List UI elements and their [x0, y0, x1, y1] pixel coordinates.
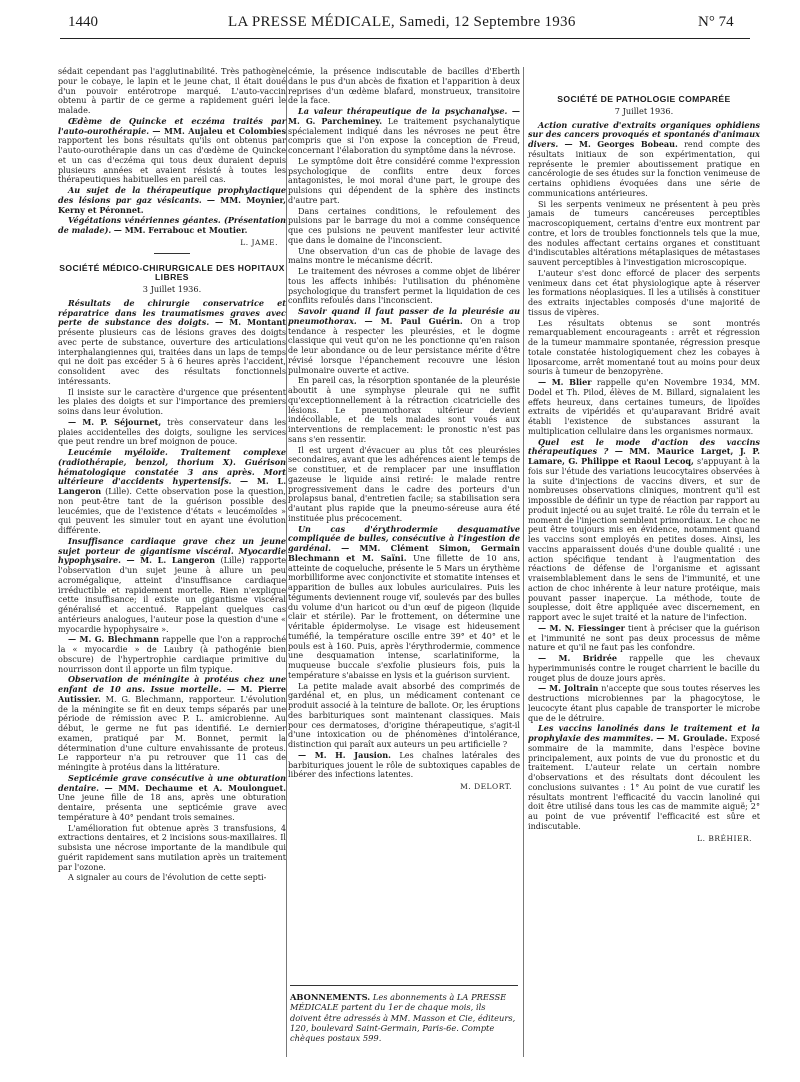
- paragraph: [58, 186, 286, 215]
- paragraph: Il est urgent d'évacuer au plus tôt ces pleurésies secondaires, avant que les adhérences aient le temps de se constituer, et de remplacer par une insufflation gazeuse le liquide ainsi retiré: le malade rentre progressivement dans le cadre des porteurs d'un prolapsus banal, d'entretien facile; sa stabilisation sera d'autant plus rapide que la pneumo-séreuse aura été instituée plus précocement.: [288, 444, 520, 523]
- paragraph: Une observation d'un cas de phobie de lavage des mains montre le mécanisme décrit.: [288, 245, 520, 266]
- article-title: Résultats de chirurgie conservatrice et réparatrice dans les traumatismes graves avec perte de substance des doigts.: [58, 297, 286, 328]
- paragraph-text: s'appuyant à la fois sur l'étude des variations leucocytaires observées à la suite d'injections de vaccins divers, et sur de nombreuses observations cliniques, montrent qu'il est impossible de définir un type de réaction par rapport au produit injecté ou au sujet traité. Le rôle du terrain et le moment de l'injection semblent primordiaux. Le choc ne peut être toujours mis en évidence, notamment quand les vaccins sont employés en petites doses. Ainsi, les vaccins apparaissent doués d'une double qualité : une action spécifique tendant à l'augmentation des réactions de défense de l'organisme et agissant vraisemblablement dans le sens de l'immunité, et une action de choc inhérente à leur nature protéique, mais pouvant passer inaperçue. La méthode, toute de souplesse, doit être appliquée avec discernement, en rapport avec le sujet traité et la nature de l'infection.: [528, 456, 761, 622]
- paragraph-text: rappelle que l'on a rapproché la « myocardie » de Laubry (à pathogénie bien obscure) de l'hypertrophie cardiaque primitive du nourrisson dont il apporte un film typique.: [58, 634, 286, 674]
- paragraph-text: présente plusieurs cas de lésions graves des doigts avec perte de substance, ouverture des articulations interphalangiennes qui, traitées dans un laps de temps qui ne doit pas excéder 5 à 6 heures après l'accident, consolident avec des résultats fonctionnels intéressants.: [58, 327, 286, 386]
- article-title: Un cas d'érythrodermie desquamative compliquée de bulles, consécutive à l'ingestion de gardénal.: [288, 523, 520, 553]
- paragraph: [58, 299, 286, 387]
- paragraph-text: Exposé sommaire de la mammite, dans l'espèce bovine principalement, aux points de vue du pronostic et du traitement. L'auteur relate un certain nombre d'observations et des résultats dont découlent les conclusions suivantes : 1° Au point de vue curatif les résultats montrent l'efficacité du vaccin lanoliné qui doit être utilisé dans tous les cas de mammite aiguë; 2° au point de vue préventif l'efficacité est sûre et indiscutable.: [528, 733, 760, 831]
- paragraph: [58, 635, 286, 674]
- section-title: SOCIÉTÉ MÉDICO-CHIRURGICALE DES HOPITAUX LIBRES: [59, 262, 285, 283]
- paragraph: Le traitement des névroses a comme objet de libérer tous les affects inhibés: l'utilisation du phénomène psychologique du transfert permet la liquidation de ces conflits refoulés dans l'inconscient.: [288, 266, 520, 306]
- journal-title: LA PRESSE MÉDICALE, Samedi, 12 Septembre 1936: [228, 14, 576, 30]
- article-title: Végétations vénériennes géantes. (Présentation de malade).: [58, 215, 286, 235]
- column-3: [528, 67, 760, 847]
- paragraph-text: n'accepte que sous toutes réserves les destructions microbiennes par la phagocytose, le leucocyte étant plus capable de transporter le microbe que de le détruire.: [528, 683, 761, 723]
- authors: — M. H. Jausion.: [298, 749, 391, 760]
- paragraph: [288, 307, 520, 375]
- separator: [154, 253, 190, 254]
- authors: — M. N. Fiessinger: [538, 622, 625, 633]
- signature: L. JAME.: [240, 237, 278, 247]
- subscription-text: Les abonnements à LA PRESSE MÉDICALE partent du 1er de chaque mois, ils doivent être adressés à MM. Masson et Cie, éditeurs, 120, boulevard Saint-Germain, Paris-6e. Compte chèques postaux 599.: [290, 992, 516, 1044]
- paragraph-text: On a trop tendance à respecter les pleurésies, et le dogme classique qui veut qu'on ne les ponctionne qu'en raison de leur abondance ou de leur persistance mérite d'être révisé lorsque l'épanchement recouvre une lésion pulmonaire ouverte et active.: [288, 315, 521, 375]
- article-title: Leucémie myéloïde. Traitement complexe (radiothérapie, benzol, thorium X). Guérison hématologique constatée 3 ans après. Mort ultérieure d'accidents hypertensifs.: [58, 447, 286, 487]
- paragraph: [58, 448, 286, 536]
- paragraph: [528, 624, 760, 653]
- authors: — M. Georges Bobeau.: [564, 139, 678, 149]
- paragraph: [288, 751, 520, 780]
- article-title: Insuffisance cardiaque grave chez un jeune sujet porteur de gigantisme viscéral. Myocardie hypophysaire.: [58, 535, 286, 566]
- paragraph: A signaler au cours de l'évolution de cette septi-: [68, 872, 267, 883]
- authors: — MM. Clément Simon, Germain Blechmann et M. Saïni.: [288, 543, 520, 563]
- authors: — M. Pierre Autissier.: [58, 684, 286, 704]
- paragraph: La petite malade avait absorbé des comprimés de gardénal et, en plus, un médicament contenant ce produit associé à la teinture de ballote. Or, les éruptions des barbituriques sont maintenant classiques. Mais pour ces dermatoses, d'origine thérapeutique, s'agit-il d'une intoxication ou de phénomènes d'intolérance, distinction qui paraît aux auteurs un peu artificielle ?: [288, 680, 520, 749]
- paragraph-text: Les chaînes latérales des barbituriques jouent le rôle de subtoxiques capables de libérer des infections latentes.: [288, 749, 520, 780]
- column-1: [58, 67, 286, 884]
- authors: — M. G. Parcheminey.: [288, 106, 520, 126]
- paragraph: [528, 438, 760, 623]
- authors: — M. Groulade.: [656, 733, 728, 743]
- article-title: Œdème de Quincke et eczéma traités par l'auto-ourothérapie.: [58, 115, 286, 136]
- authors: — M. Blier: [538, 377, 592, 387]
- paragraph-text: rappelle qu'en Novembre 1934, MM. Dodel et Th. Pilod, élèves de M. Billard, signalaient les effets heureux, dans certaines tumeurs, de lipoïdes extraits de vipéridés et qu'auparavant Bridré avait établi l'existence de substances assurant la multiplication cellulaire dans les organismes normaux.: [528, 377, 760, 436]
- page-number: 1440: [68, 14, 98, 30]
- authors: — M. G. Blechmann: [68, 634, 160, 645]
- authors: — MM. Aujaleu et Colombies: [152, 125, 286, 136]
- header-rule: [60, 38, 750, 39]
- article-title: La valeur thérapeutique de la psychanalyse.: [298, 106, 508, 116]
- article-title: Au sujet de la thérapeutique prophylactique des lésions par gaz vésicants.: [58, 185, 286, 205]
- page-header: [0, 0, 800, 40]
- paragraph-text: M. G. Blechmann, rapporteur. L'évolution de la méningite se fit en deux temps séparés par une période de rémission avec P. L. amicrobienne. Au début, le germe ne fut pas identifié. Le dernier examen, pratiqué par M. Bonnet, permit la détermination d'une culture envahissante de proteus. Le rapporteur n'a pu retrouver que 11 cas de méningite à protéus dans la littérature.: [58, 693, 286, 772]
- paragraph-text: rend compte des résultats initiaux de son expérimentation, qui représente le premier aboutissement pratique en cancérologie de ses études sur la fonction venimeuse de certains ophidiens évoquées dans une série de communications antérieures.: [528, 139, 760, 198]
- authors: — MM. Ferrabouc et Moutier.: [113, 225, 248, 235]
- subscription-label: ABONNEMENTS.: [290, 992, 371, 1002]
- paragraph-text: rapportent les bons résultats qu'ils ont obtenus par l'auto-ourothérapie dans un cas d'œdème de Quincke et un cas d'eczéma qui tous deux duraient depuis plusieurs années et avaient résisté à toutes les thérapeutiques habituelles en pareil cas.: [58, 135, 286, 185]
- article-title: Action curative d'extraits organiques ophidiens sur des cancers provoqués et spontanés d'animaux divers.: [528, 119, 760, 149]
- paragraph-text: Le traitement psychanalytique spécialement indiqué dans les névroses ne peut être compris que si l'on expose la conception de Freud, concernant l'élaboration du symptôme dans la névrose.: [288, 115, 520, 155]
- issue-number: N° 74: [698, 14, 734, 30]
- column-divider: [523, 67, 524, 1057]
- paragraph: [288, 107, 520, 156]
- paragraph: L'auteur s'est donc efforcé de placer des serpents venimeux dans cet état physiologique apte à réserver les formations néoplasiques. Il les a utilisés à constituer des extraits injectables composés d'une majorité de tissus de vipères.: [528, 267, 760, 317]
- paragraph-text: très conservateur dans les plaies accidentelles des doigts, souligne les services que peut rendre un bref moignon de pouce.: [58, 416, 286, 447]
- authors: — M. L. Langeron: [58, 476, 287, 496]
- paragraph: [528, 654, 760, 683]
- paragraph: [528, 724, 760, 831]
- article-title: Savoir quand il faut passer de la pleurésie au pneumothorax.: [288, 306, 520, 326]
- paragraph: [58, 117, 286, 185]
- paragraph: [528, 378, 760, 437]
- signature: L. BRÉHIER.: [697, 833, 752, 843]
- column-2: [288, 67, 520, 796]
- paragraph: cémie, la présence indiscutable de bacilles d'Eberth dans le pus d'un abcès de fixation et l'apparition à deux reprises d'un œdème blafard, monstrueux, transitoire de la face.: [288, 66, 520, 106]
- paragraph: [58, 675, 286, 773]
- paragraph: sédait cependant pas l'agglutinabilité. Très pathogène pour le cobaye, le lapin et le jeune chat, il était doué d'un pouvoir entérotrope marqué. L'auto-vaccin obtenu à partir de ce germe a rapidement guéri le malade.: [58, 66, 286, 115]
- article-title: Observation de méningite à protéus chez une enfant de 10 ans. Issue mortelle.: [58, 674, 286, 694]
- article-title: Septicémie grave consécutive à une obturation dentaire.: [58, 772, 286, 793]
- paragraph: [528, 684, 760, 723]
- paragraph: Dans certaines conditions, le refoulement des pulsions par le barrage du moi a comme conséquence que ces pulsions ne peuvent manifester leur activité que dans le domaine de l'inconscient.: [288, 205, 520, 245]
- authors: — M. L. Langeron: [126, 555, 216, 566]
- authors: — M. P. Séjournet,: [68, 416, 162, 427]
- article-title: Les vaccins lanolinés dans le traitement et la prophylaxie des mammites.: [528, 723, 760, 743]
- paragraph: [58, 774, 286, 823]
- paragraph-text: (Lille). Cette observation pose la question, non peut-être tant de la guérison possible des leucémies, que de l'existence d'états « leucémoïdes » qui peuvent les simuler tout en ayant une évolution différente.: [58, 486, 287, 535]
- paragraph: Si les serpents venimeux ne présentent à peu près jamais de tumeurs cancéreuses perceptibles macroscopiquement, certains d'entre eux montrent par contre, et lors de troubles fonctionnels tels que la mue, des nodules affectant certains organes et constituant d'indiscutables altérations métaplasiques de métastases sauvent perceptibles à l'investigation microscopique.: [528, 198, 760, 267]
- paragraph-text: Une fillette de 10 ans, atteinte de coqueluche, présente le 5 Mars un érythème morbilliforme avec conjonctivite et stomatite intenses et apparition de bulles aux lobules auriculaires. Puis les téguments deviennent rouge vif, soulevés par des bulles du volume d'un haricot ou d'un œuf de pigeon (liquide clair et stérile). Par le frottement, on détermine une véritable épidermolyse. Le visage est hideusement tuméfié, la température oscille entre 39° et 40° et le pouls est à 160. Puis, après l'érythrodermie, commence une desquamation intense, scarlatiniforme, la muqueuse buccale s'exfolie plusieurs fois, puis la température s'abaisse en lysis et la guérison survient.: [288, 552, 521, 680]
- authors: — MM. Dechaume et A. Moulonguet.: [104, 782, 287, 793]
- authors: — MM. Moynier, Kerny et Péronnet.: [58, 194, 286, 215]
- authors: — M. Paul Guérin.: [364, 315, 463, 326]
- article-title: Quel est le mode d'action des vaccins thérapeutiques ?: [528, 436, 760, 457]
- paragraph: [58, 418, 286, 447]
- section-date: 3 Juillet 1936.: [142, 284, 202, 294]
- paragraph: [58, 216, 286, 236]
- authors: — M. Joltrain: [538, 683, 599, 694]
- column-divider: [286, 67, 287, 1057]
- paragraph: [288, 525, 520, 681]
- section-title: SOCIÉTÉ DE PATHOLOGIE COMPARÉE: [557, 94, 731, 104]
- authors: — M. Montant: [215, 317, 286, 328]
- paragraph: Les résultats obtenus se sont montrés remarquablement encourageants : arrêt et régression de la tumeur mammaire spontanée, régression presque totale constatée histologiquement chez les cobayes à liposarcome, arrêt momentané tout au moins pour deux souris à tumeur de benzopyrène.: [528, 317, 760, 377]
- authors: — M. Bridrée: [538, 653, 618, 663]
- paragraph: En pareil cas, la résorption spontanée de la pleurésie aboutit à une symphyse pleurale qui ne suffit qu'exceptionnellement à la rétraction cicatricielle des lésions. Le pneumothorax ultérieur devient indécollable, et de tels malades sont voués aux interventions de remplacement: le pronostic n'est pas sans s'en ressentir.: [288, 375, 520, 444]
- paragraph-text: Une jeune fille de 18 ans, après une obturation dentaire, présenta une septicémie grave avec température à 40° pendant trois semaines.: [58, 792, 286, 822]
- paragraph: L'amélioration fut obtenue après 3 transfusions, 4 extractions dentaires, et 2 incisions sous-maxillaires. Il subsista une nécrose importante de la mandibule qui guérit rapidement sans mutilation après un traitement par l'ozone.: [58, 822, 286, 872]
- paragraph-text: rappelle que les chevaux hyperimmunisés contre le rouget charrient le bacille du rouget plus de douze jours après.: [528, 653, 760, 683]
- paragraph: Il insiste sur le caractère d'urgence que présentent les plaies des doigts et sur l'importance des premiers soins dans leur évolution.: [58, 386, 286, 416]
- paragraph: [528, 121, 760, 199]
- paragraph: [58, 537, 286, 635]
- subscription-notice: [290, 985, 518, 1043]
- section-date: 7 Juillet 1936.: [614, 105, 674, 116]
- paragraph: Le symptôme doit être considéré comme l'expression psychologique de conflits entre deux forces antagonistes, le moi moral d'une part, le groupe des pulsions qui dépendent de la sphère des instincts d'autre part.: [288, 155, 520, 205]
- authors: — MM. Maurice Larget, J. P. Lamare, G. Philippe et Raoul Lecoq,: [528, 446, 760, 466]
- signature: M. DELORT.: [460, 782, 512, 791]
- paragraph-text: (Lille) rapporte l'observation d'un sujet jeune à allure un peu acromégalique, atteint d'insuffisance cardiaque irréductible et rapidement mortelle. Rien n'explique cette insuffisance; il existe un gigantisme viscéral généralisé et accentué. Rappelant quelques cas antérieurs analogues, l'auteur pose la question d'une « myocardie hypophysaire ».: [58, 555, 286, 634]
- paragraph-text: tient à préciser que la guérison et l'immunité ne sont pas deux processus de même nature et qu'il ne faut pas les confondre.: [528, 622, 760, 653]
